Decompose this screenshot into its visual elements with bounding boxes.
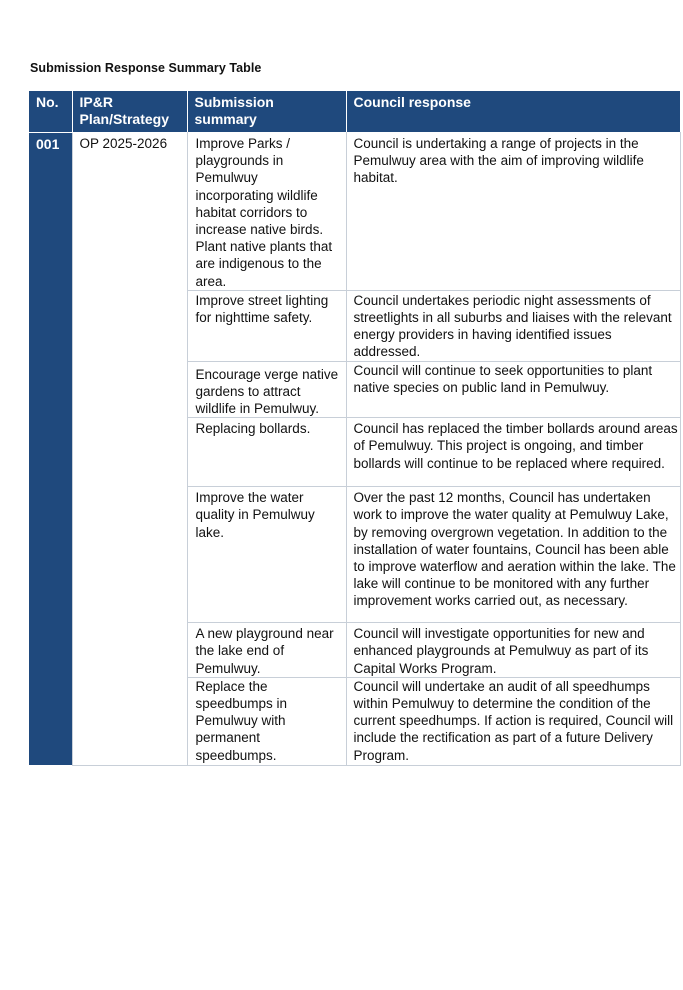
table-header-row [29, 91, 680, 132]
header-submission-summary: Submission summary [187, 91, 346, 132]
council-response-cell: Council has replaced the timber bollards around areas of Pemulwuy. This project is ongoing, and timber bollards will continue to be replaced where required. [346, 418, 680, 487]
submission-summary-cell: Replace the speedbumps in Pemulwuy with permanent speedbumps. [187, 677, 346, 765]
submission-summary-cell: Improve Parks / playgrounds in Pemulwuy incorporating wildlife habitat corridors to increase native birds. Plant native plants that are indigenous to the area. [187, 132, 346, 290]
council-response-cell: Council is undertaking a range of projects in the Pemulwuy area with the aim of improving wildlife habitat. [346, 132, 680, 290]
table-row [29, 132, 680, 290]
page-title: Submission Response Summary Table [30, 61, 262, 75]
council-response-cell: Council will undertake an audit of all speedhumps within Pemulwuy to determine the condition of the current speedhumps. If action is required, Council will include the rectification as part of a future Delivery Program. [346, 677, 680, 765]
header-no: No. [29, 91, 72, 132]
council-response-cell: Council will continue to seek opportunities to plant native species on public land in Pemulwuy. [346, 361, 680, 418]
submission-summary-cell: Encourage verge native gardens to attract wildlife in Pemulwuy. [187, 361, 346, 418]
entry-plan: OP 2025-2026 [72, 132, 187, 765]
council-response-cell: Council undertakes periodic night assessments of streetlights in all suburbs and liaises with the relevant energy providers in having identified issues addressed. [346, 290, 680, 361]
submission-summary-cell: Replacing bollards. [187, 418, 346, 487]
submission-summary-cell: A new playground near the lake end of Pemulwuy. [187, 623, 346, 678]
council-response-cell: Over the past 12 months, Council has undertaken work to improve the water quality at Pemulwuy Lake, by removing overgrown vegetation. In addition to the installation of water fountains, Council has been able to improve waterflow and aeration within the lake. The lake will continue to be monitored with any further improvement works carried out, as necessary. [346, 487, 680, 623]
submission-summary-cell: Improve street lighting for nighttime safety. [187, 290, 346, 361]
council-response-cell: Council will investigate opportunities for new and enhanced playgrounds at Pemulwuy as part of its Capital Works Program. [346, 623, 680, 678]
submission-response-table [29, 91, 681, 766]
submission-summary-cell: Improve the water quality in Pemulwuy lake. [187, 487, 346, 623]
header-council-response: Council response [346, 91, 680, 132]
header-plan-strategy: IP&R Plan/Strategy [72, 91, 187, 132]
entry-number: 001 [29, 132, 72, 765]
